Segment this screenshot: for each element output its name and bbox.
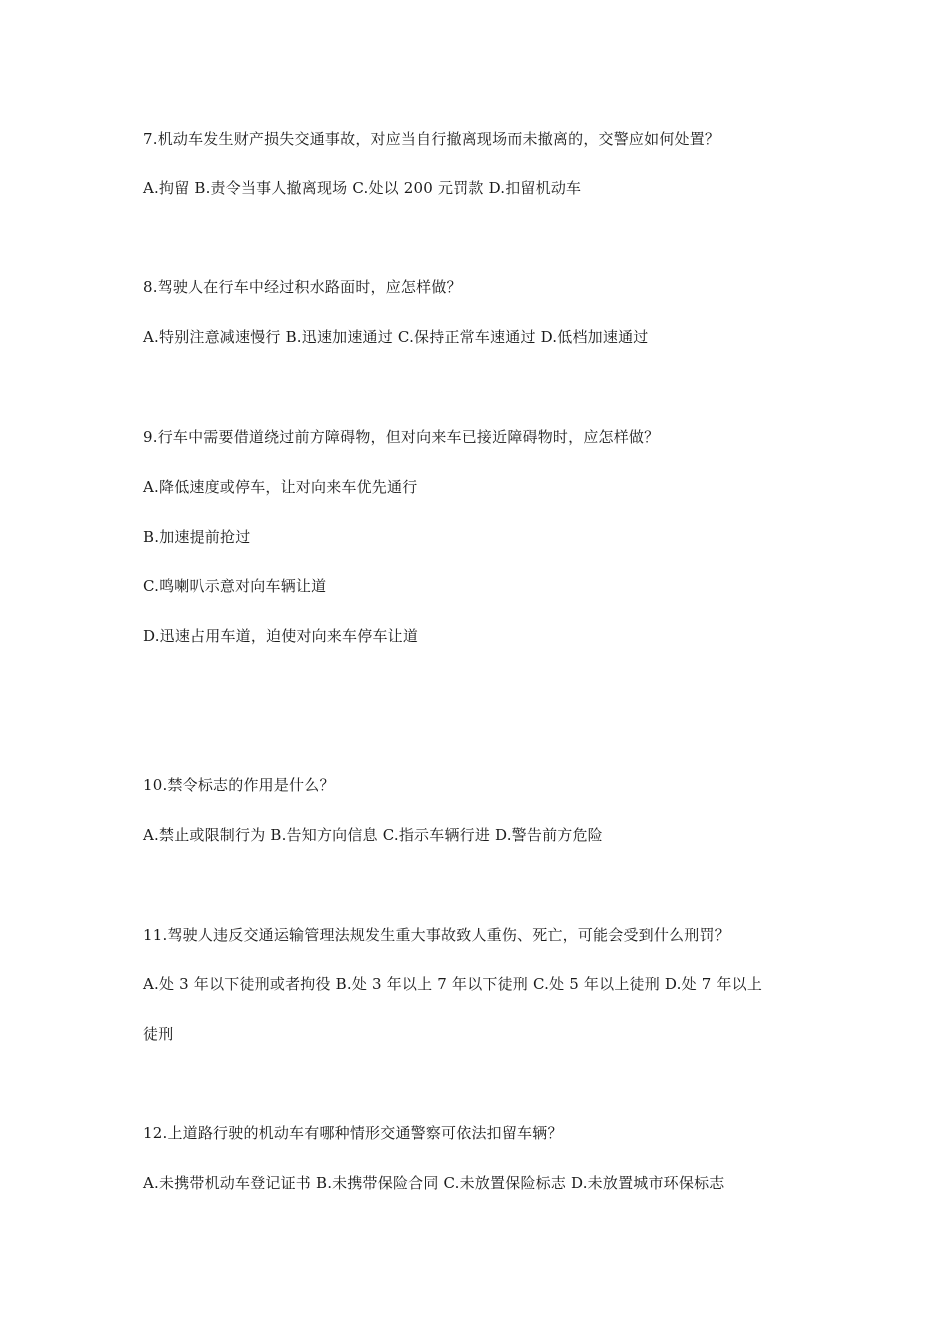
question-7-prompt: 7.机动车发生财产损失交通事故，对应当自行撤离现场而未撤离的，交警应如何处置？ bbox=[143, 130, 721, 148]
question-9-option-a: A.降低速度或停车，让对向来车优先通行 bbox=[143, 478, 418, 496]
question-7-options: A.拘留 B.责令当事人撤离现场 C.处以 200 元罚款 D.扣留机动车 bbox=[143, 179, 582, 197]
question-11-options-continued: 徒刑 bbox=[143, 1025, 174, 1043]
question-11-options: A.处 3 年以下徒刑或者拘役 B.处 3 年以上 7 年以下徒刑 C.处 5 年以上徒刑 D.处 7 年以上 bbox=[143, 975, 763, 993]
question-9-option-b: B.加速提前抢过 bbox=[143, 528, 251, 546]
question-8-options: A.特别注意减速慢行 B.迅速加速通过 C.保持正常车速通过 D.低档加速通过 bbox=[143, 328, 649, 346]
question-9-prompt: 9.行车中需要借道绕过前方障碍物，但对向来车已接近障碍物时，应怎样做？ bbox=[143, 428, 660, 446]
question-9-option-d: D.迅速占用车道，迫使对向来车停车让道 bbox=[143, 627, 419, 645]
question-12-options: A.未携带机动车登记证书 B.未携带保险合同 C.未放置保险标志 D.未放置城市环保标志 bbox=[143, 1174, 725, 1192]
question-11-prompt: 11.驾驶人违反交通运输管理法规发生重大事故致人重伤、死亡，可能会受到什么刑罚？ bbox=[143, 926, 730, 944]
question-12-prompt: 12.上道路行驶的机动车有哪种情形交通警察可依法扣留车辆？ bbox=[143, 1124, 563, 1142]
question-10-options: A.禁止或限制行为 B.告知方向信息 C.指示车辆行进 D.警告前方危险 bbox=[143, 826, 603, 844]
question-10-prompt: 10.禁令标志的作用是什么？ bbox=[143, 776, 335, 794]
question-9-option-c: C.鸣喇叭示意对向车辆让道 bbox=[143, 577, 327, 595]
question-8-prompt: 8.驾驶人在行车中经过积水路面时，应怎样做？ bbox=[143, 278, 462, 296]
